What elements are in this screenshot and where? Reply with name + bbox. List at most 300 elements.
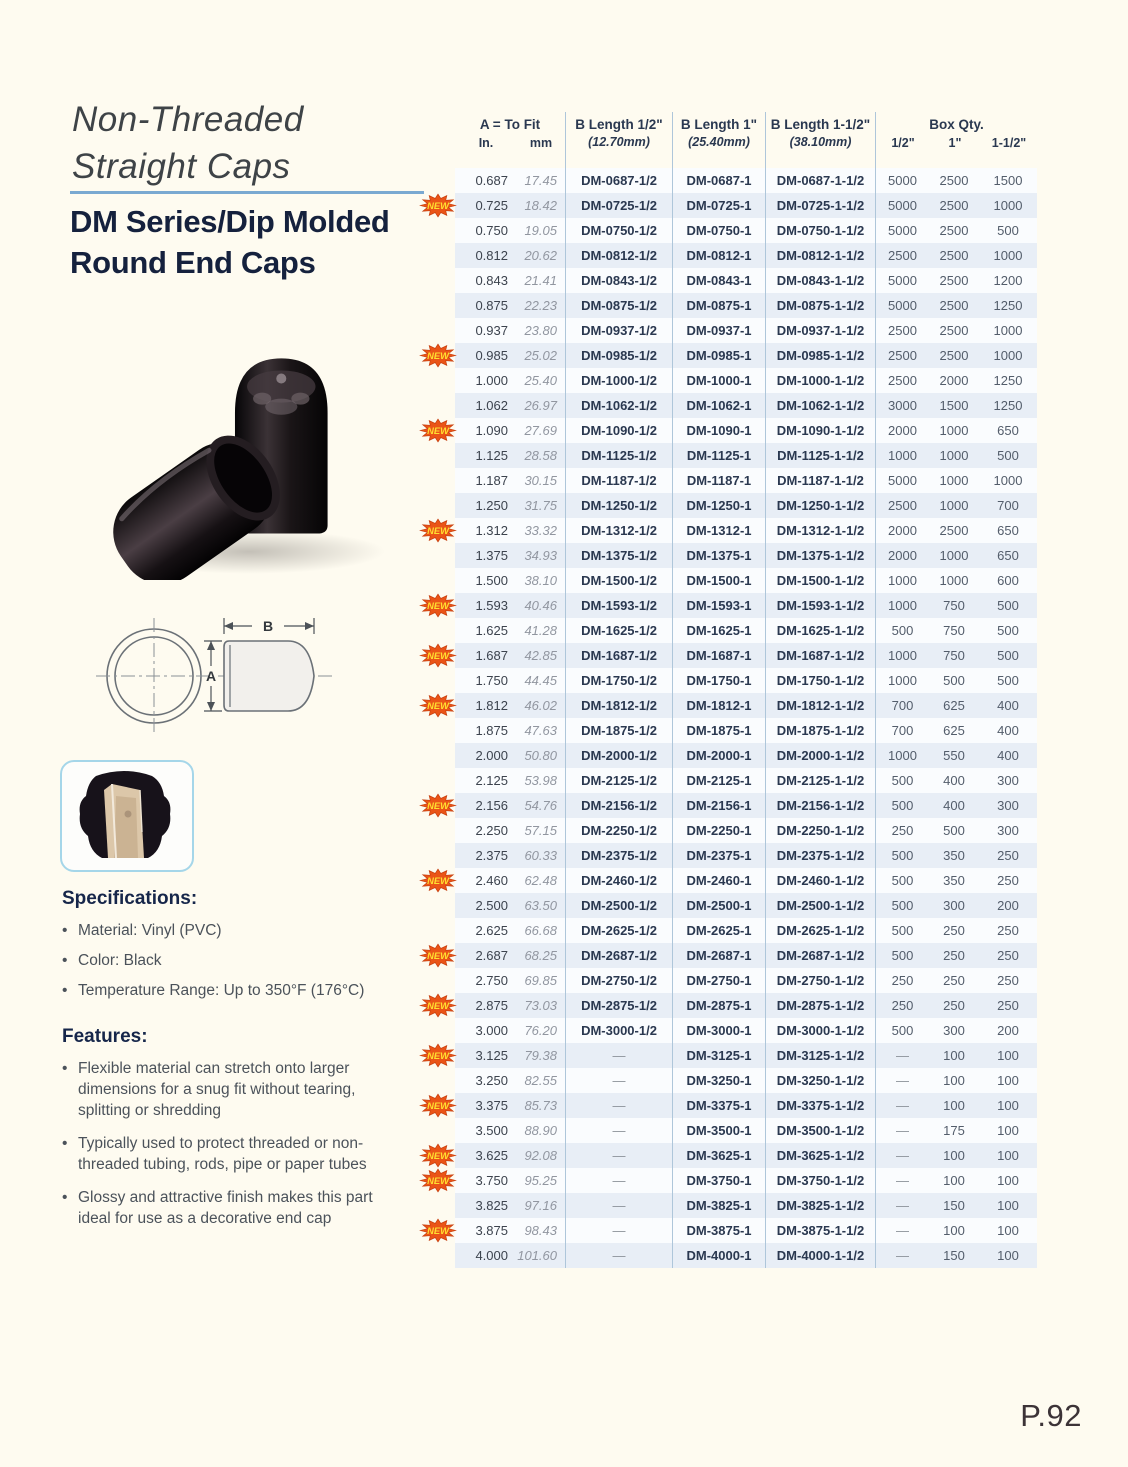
header-fit-group [455,112,565,168]
part-onehalf-cell: DM-1000-1-1/2 [765,368,875,393]
specifications-heading: Specifications: [62,888,198,909]
product-photo [88,328,390,580]
part-half-cell: DM-0875-1/2 [565,293,672,318]
features-heading: Features: [62,1026,148,1047]
qty-onehalf-cell: 1200 [993,273,1023,288]
fit-mm-cell: 26.97 [524,398,557,413]
spec-item-temperature: • Temperature Range: Up to 350°F (176°C) [62,980,392,1001]
qty-onehalf-cell: 100 [997,1048,1019,1063]
qty-half-cell: 1000 [875,643,929,668]
part-onehalf-cell: DM-1750-1-1/2 [765,668,875,693]
qty-half-cell: 5000 [875,293,929,318]
fit-in-cell: 0.843 [475,273,508,288]
header-fit-sub-mm: mm [529,136,553,150]
part-half-cell: DM-2460-1/2 [565,868,672,893]
part-one-cell: DM-1687-1 [672,643,765,668]
qty-half-cell: 2500 [875,343,929,368]
qty-onehalf-cell: 650 [997,548,1019,563]
qty-half-cell: 2500 [875,368,929,393]
part-half-cell: DM-2250-1/2 [565,818,672,843]
qty-one-cell: 2500 [939,223,969,238]
fit-mm-cell: 20.62 [524,248,557,263]
fit-mm-cell: 76.20 [524,1023,557,1038]
header-box-title: Box Qty. [929,117,984,132]
part-half-cell: DM-1125-1/2 [565,443,672,468]
part-half-cell: DM-2625-1/2 [565,918,672,943]
fit-in-cell: 1.875 [475,723,508,738]
cutaway-photo [60,760,194,872]
qty-half-cell: 5000 [875,168,929,193]
qty-one-cell: 500 [943,673,965,688]
fit-mm-cell: 25.40 [524,373,557,388]
part-half-cell: DM-0937-1/2 [565,318,672,343]
fit-mm-cell: 68.25 [524,948,557,963]
qty-one-cell: 2500 [939,348,969,363]
fit-in-cell: 0.937 [475,323,508,338]
part-one-cell: DM-1625-1 [672,618,765,643]
part-half-cell: — [565,1218,672,1243]
part-half-cell: DM-0687-1/2 [565,168,672,193]
part-one-cell: DM-0875-1 [672,293,765,318]
qty-one-cell: 2500 [939,248,969,263]
new-badge [419,868,457,893]
dimension-diagram-drawing [92,588,358,750]
part-one-cell: DM-0812-1 [672,243,765,268]
header-box-sub-onehalf: 1-1/2" [991,136,1027,150]
part-onehalf-cell: DM-3750-1-1/2 [765,1168,875,1193]
fit-mm-cell: 25.02 [524,348,557,363]
fit-mm-cell: 18.42 [524,198,557,213]
qty-onehalf-cell: 400 [997,748,1019,763]
table-row [455,443,1037,468]
qty-half-cell: 1000 [875,568,929,593]
qty-onehalf-cell: 250 [997,973,1019,988]
header-b-onehalf-title: B Length 1-1/2" [770,117,871,132]
new-badge [419,643,457,668]
qty-half-cell: 5000 [875,268,929,293]
qty-one-cell: 750 [943,648,965,663]
qty-half-cell: 500 [875,618,929,643]
fit-in-cell: 0.750 [475,223,508,238]
table-row [455,218,1037,243]
qty-one-cell: 350 [943,873,965,888]
svg-text:NEW: NEW [427,1226,449,1237]
part-one-cell: DM-2460-1 [672,868,765,893]
table-row [427,1043,1037,1068]
qty-one-cell: 100 [943,1073,965,1088]
fit-in-cell: 2.000 [475,748,508,763]
part-half-cell: DM-2687-1/2 [565,943,672,968]
table-row [455,668,1037,693]
qty-half-cell: 1000 [875,443,929,468]
part-onehalf-cell: DM-1062-1-1/2 [765,393,875,418]
qty-onehalf-cell: 400 [997,723,1019,738]
part-half-cell: — [565,1068,672,1093]
fit-mm-cell: 46.02 [524,698,557,713]
part-onehalf-cell: DM-3875-1-1/2 [765,1218,875,1243]
qty-onehalf-cell: 200 [997,1023,1019,1038]
part-half-cell: DM-1312-1/2 [565,518,672,543]
dimension-diagram [92,588,358,750]
qty-one-cell: 250 [943,973,965,988]
series-title-line1: DM Series/Dip Molded [70,204,390,239]
part-half-cell: DM-1875-1/2 [565,718,672,743]
qty-half-cell: 500 [875,918,929,943]
table-row [455,768,1037,793]
qty-one-cell: 2500 [939,523,969,538]
qty-one-cell: 400 [943,798,965,813]
part-onehalf-cell: DM-2250-1-1/2 [765,818,875,843]
table-row [455,168,1037,193]
part-onehalf-cell: DM-0843-1-1/2 [765,268,875,293]
part-one-cell: DM-0750-1 [672,218,765,243]
part-one-cell: DM-3825-1 [672,1193,765,1218]
qty-one-cell: 100 [943,1098,965,1113]
fit-mm-cell: 42.85 [524,648,557,663]
part-onehalf-cell: DM-1090-1-1/2 [765,418,875,443]
fit-mm-cell: 17.45 [524,173,557,188]
fit-in-cell: 0.687 [475,173,508,188]
starburst-icon [419,643,457,668]
part-one-cell: DM-0937-1 [672,318,765,343]
new-badge [419,943,457,968]
part-onehalf-cell: DM-2500-1-1/2 [765,893,875,918]
fit-mm-cell: 63.50 [524,898,557,913]
starburst-icon [419,793,457,818]
starburst-icon [419,993,457,1018]
series-title [70,201,450,283]
part-onehalf-cell: DM-1625-1-1/2 [765,618,875,643]
table-row [427,643,1037,668]
fit-mm-cell: 79.38 [524,1048,557,1063]
qty-half-cell: 1000 [875,668,929,693]
qty-one-cell: 1000 [939,423,969,438]
part-onehalf-cell: DM-0812-1-1/2 [765,243,875,268]
fit-in-cell: 1.090 [475,423,508,438]
header-box-sub-half: 1/2" [891,136,915,150]
fit-mm-cell: 69.85 [524,973,557,988]
fit-in-cell: 1.062 [475,398,508,413]
qty-one-cell: 300 [943,898,965,913]
qty-half-cell: 700 [875,718,929,743]
fit-in-cell: 1.687 [475,648,508,663]
part-onehalf-cell: DM-2460-1-1/2 [765,868,875,893]
fit-mm-cell: 98.43 [524,1223,557,1238]
table-row [455,1118,1037,1143]
part-onehalf-cell: DM-2625-1-1/2 [765,918,875,943]
end-caps-photo-illustration [88,328,390,580]
part-half-cell: DM-0985-1/2 [565,343,672,368]
part-one-cell: DM-3375-1 [672,1093,765,1118]
table-row [455,743,1037,768]
qty-onehalf-cell: 400 [997,698,1019,713]
table-row [455,818,1037,843]
fit-in-cell: 0.875 [475,298,508,313]
qty-one-cell: 150 [943,1198,965,1213]
qty-onehalf-cell: 250 [997,873,1019,888]
qty-half-cell: 5000 [875,218,929,243]
qty-one-cell: 2000 [939,373,969,388]
qty-one-cell: 2500 [939,198,969,213]
qty-onehalf-cell: 300 [997,823,1019,838]
qty-onehalf-cell: 100 [997,1173,1019,1188]
part-half-cell: DM-3000-1/2 [565,1018,672,1043]
fit-in-cell: 2.875 [475,998,508,1013]
part-one-cell: DM-1812-1 [672,693,765,718]
part-half-cell: DM-2500-1/2 [565,893,672,918]
table-row [455,968,1037,993]
table-row [427,1168,1037,1193]
header-b-half-title: B Length 1/2" [575,117,663,132]
starburst-icon [419,593,457,618]
qty-onehalf-cell: 500 [997,648,1019,663]
part-half-cell: DM-2375-1/2 [565,843,672,868]
starburst-icon [419,693,457,718]
fit-in-cell: 1.000 [475,373,508,388]
qty-onehalf-cell: 500 [997,623,1019,638]
part-one-cell: DM-2375-1 [672,843,765,868]
svg-text:NEW: NEW [427,1151,449,1162]
part-one-cell: DM-1593-1 [672,593,765,618]
table-header [455,112,1037,168]
qty-half-cell: — [875,1118,929,1143]
qty-one-cell: 1000 [939,548,969,563]
fit-in-cell: 1.187 [475,473,508,488]
part-one-cell: DM-2687-1 [672,943,765,968]
category-title-line2: Straight Caps [72,147,291,186]
fit-in-cell: 2.250 [475,823,508,838]
table-row [455,893,1037,918]
part-onehalf-cell: DM-1375-1-1/2 [765,543,875,568]
qty-one-cell: 2500 [939,298,969,313]
new-badge [419,693,457,718]
starburst-icon [419,343,457,368]
qty-onehalf-cell: 1500 [993,173,1023,188]
header-box-group [875,112,1037,168]
table-row [455,543,1037,568]
part-one-cell: DM-2000-1 [672,743,765,768]
spec-item-material: • Material: Vinyl (PVC) [62,920,392,941]
new-badge [419,1218,457,1243]
svg-text:NEW: NEW [427,601,449,612]
starburst-icon [419,943,457,968]
fit-mm-cell: 31.75 [524,498,557,513]
features-section [62,1026,392,1241]
table-row [455,1193,1037,1218]
table-row [455,718,1037,743]
starburst-icon [419,1143,457,1168]
part-onehalf-cell: DM-2000-1-1/2 [765,743,875,768]
qty-one-cell: 1000 [939,498,969,513]
qty-onehalf-cell: 600 [997,573,1019,588]
qty-half-cell: 2000 [875,518,929,543]
qty-onehalf-cell: 650 [997,423,1019,438]
table-row [455,318,1037,343]
part-one-cell: DM-1750-1 [672,668,765,693]
part-one-cell: DM-2156-1 [672,793,765,818]
fit-mm-cell: 62.48 [524,873,557,888]
qty-onehalf-cell: 1250 [993,298,1023,313]
qty-one-cell: 750 [943,623,965,638]
part-onehalf-cell: DM-1250-1-1/2 [765,493,875,518]
fit-in-cell: 2.500 [475,898,508,913]
table-row [455,293,1037,318]
qty-onehalf-cell: 500 [997,598,1019,613]
part-one-cell: DM-3625-1 [672,1143,765,1168]
qty-onehalf-cell: 100 [997,1198,1019,1213]
qty-one-cell: 1000 [939,448,969,463]
qty-onehalf-cell: 100 [997,1073,1019,1088]
table-row [455,568,1037,593]
part-one-cell: DM-0985-1 [672,343,765,368]
fit-in-cell: 1.593 [475,598,508,613]
starburst-icon [419,1043,457,1068]
features-list [62,1058,392,1229]
qty-half-cell: 500 [875,943,929,968]
header-box-sub-one: 1" [948,136,962,150]
fit-mm-cell: 23.80 [524,323,557,338]
part-one-cell: DM-1875-1 [672,718,765,743]
fit-in-cell: 0.725 [475,198,508,213]
part-half-cell: — [565,1193,672,1218]
qty-half-cell: 500 [875,893,929,918]
qty-onehalf-cell: 300 [997,798,1019,813]
qty-one-cell: 2500 [939,323,969,338]
fit-in-cell: 0.985 [475,348,508,363]
table-row [455,393,1037,418]
qty-onehalf-cell: 250 [997,848,1019,863]
table-row [427,793,1037,818]
part-half-cell: DM-0812-1/2 [565,243,672,268]
part-half-cell: DM-0750-1/2 [565,218,672,243]
svg-text:NEW: NEW [427,351,449,362]
svg-text:NEW: NEW [427,1176,449,1187]
fit-mm-cell: 66.68 [524,923,557,938]
new-badge [419,793,457,818]
part-onehalf-cell: DM-2125-1-1/2 [765,768,875,793]
qty-half-cell: 500 [875,1018,929,1043]
qty-one-cell: 500 [943,823,965,838]
part-one-cell: DM-3000-1 [672,1018,765,1043]
qty-half-cell: 2500 [875,243,929,268]
header-b-one [672,112,765,168]
qty-one-cell: 750 [943,598,965,613]
fit-mm-cell: 19.05 [524,223,557,238]
fit-mm-cell: 41.28 [524,623,557,638]
fit-mm-cell: 82.55 [524,1073,557,1088]
part-one-cell: DM-1062-1 [672,393,765,418]
svg-text:NEW: NEW [427,526,449,537]
part-onehalf-cell: DM-0750-1-1/2 [765,218,875,243]
qty-half-cell: 250 [875,818,929,843]
qty-half-cell: 2000 [875,543,929,568]
svg-text:NEW: NEW [427,801,449,812]
qty-half-cell: 5000 [875,193,929,218]
fit-mm-cell: 101.60 [517,1248,557,1263]
fit-in-cell: 2.125 [475,773,508,788]
part-onehalf-cell: DM-1812-1-1/2 [765,693,875,718]
fit-in-cell: 3.250 [475,1073,508,1088]
svg-text:NEW: NEW [427,1001,449,1012]
part-half-cell: DM-2156-1/2 [565,793,672,818]
qty-half-cell: 2500 [875,493,929,518]
header-fit-title: A = To Fit [479,117,541,132]
table-row [455,1018,1037,1043]
part-half-cell: — [565,1143,672,1168]
qty-onehalf-cell: 500 [997,448,1019,463]
starburst-icon [419,1093,457,1118]
qty-onehalf-cell: 250 [997,948,1019,963]
table-row [455,268,1037,293]
fit-in-cell: 1.312 [475,523,508,538]
part-one-cell: DM-4000-1 [672,1243,765,1268]
qty-onehalf-cell: 700 [997,498,1019,513]
part-onehalf-cell: DM-2750-1-1/2 [765,968,875,993]
fit-in-cell: 2.687 [475,948,508,963]
part-half-cell: DM-1750-1/2 [565,668,672,693]
part-half-cell: DM-1000-1/2 [565,368,672,393]
part-onehalf-cell: DM-1593-1-1/2 [765,593,875,618]
fit-mm-cell: 60.33 [524,848,557,863]
fit-in-cell: 1.500 [475,573,508,588]
table-row [427,593,1037,618]
qty-one-cell: 250 [943,998,965,1013]
part-onehalf-cell: DM-3125-1-1/2 [765,1043,875,1068]
qty-onehalf-cell: 100 [997,1148,1019,1163]
qty-onehalf-cell: 1000 [993,348,1023,363]
qty-half-cell: 5000 [875,468,929,493]
part-one-cell: DM-1187-1 [672,468,765,493]
fit-mm-cell: 34.93 [524,548,557,563]
feature-item-finish: • Glossy and attractive finish makes this part ideal for use as a decorative end cap [62,1187,392,1229]
header-b-half [565,112,672,168]
part-onehalf-cell: DM-3625-1-1/2 [765,1143,875,1168]
fit-in-cell: 1.812 [475,698,508,713]
category-title [72,96,432,190]
qty-onehalf-cell: 200 [997,898,1019,913]
table-row [455,1243,1037,1268]
svg-text:NEW: NEW [427,201,449,212]
qty-half-cell: 500 [875,793,929,818]
table-row [455,1068,1037,1093]
qty-half-cell: 250 [875,968,929,993]
qty-one-cell: 2500 [939,173,969,188]
fit-mm-cell: 21.41 [524,273,557,288]
part-half-cell: — [565,1243,672,1268]
header-b-one-sub: (25.40mm) [688,135,750,149]
svg-text:NEW: NEW [427,426,449,437]
part-onehalf-cell: DM-2156-1-1/2 [765,793,875,818]
table-row [455,468,1037,493]
svg-text:NEW: NEW [427,1101,449,1112]
qty-one-cell: 350 [943,848,965,863]
qty-one-cell: 1000 [939,473,969,488]
part-onehalf-cell: DM-3500-1-1/2 [765,1118,875,1143]
part-half-cell: DM-2875-1/2 [565,993,672,1018]
fit-in-cell: 4.000 [475,1248,508,1263]
fit-mm-cell: 57.15 [524,823,557,838]
qty-one-cell: 100 [943,1148,965,1163]
series-title-line2: Round End Caps [70,245,316,280]
qty-half-cell: — [875,1243,929,1268]
starburst-icon [419,1168,457,1193]
qty-half-cell: — [875,1143,929,1168]
fit-in-cell: 0.812 [475,248,508,263]
qty-onehalf-cell: 1000 [993,248,1023,263]
part-one-cell: DM-0687-1 [672,168,765,193]
part-one-cell: DM-1125-1 [672,443,765,468]
svg-text:NEW: NEW [427,651,449,662]
